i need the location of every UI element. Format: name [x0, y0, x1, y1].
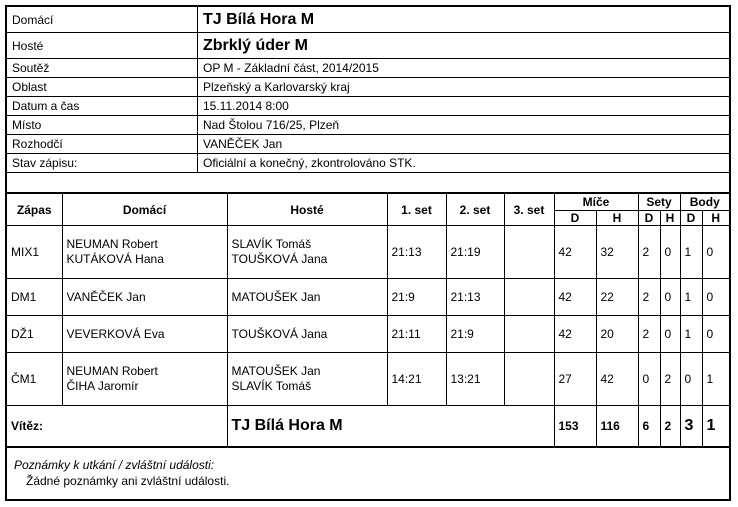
sets-away: 0 — [660, 226, 680, 279]
match-row — [7, 279, 729, 316]
info-value: VANĚČEK Jan — [198, 135, 730, 154]
away-players — [227, 226, 387, 279]
set1-score: 14:21 — [387, 353, 446, 406]
points-away: 1 — [702, 353, 729, 406]
away-players — [227, 353, 387, 406]
info-value: Oficiální a konečný, zkontrolováno STK. — [198, 154, 730, 173]
sets-away: 0 — [660, 316, 680, 353]
set1-score: 21:13 — [387, 226, 446, 279]
total-balls-away: 116 — [596, 406, 638, 448]
col-header-set1: 1. set — [387, 193, 446, 226]
balls-away: 20 — [596, 316, 638, 353]
points-away: 0 — [702, 279, 729, 316]
home-players — [62, 353, 227, 406]
set2-score: 21:19 — [446, 226, 504, 279]
sets-home: 2 — [638, 316, 660, 353]
header-row — [7, 193, 729, 211]
player-name: KUTÁKOVÁ Hana — [66, 252, 164, 266]
info-row — [7, 97, 729, 116]
player-name: VEVERKOVÁ Eva — [66, 326, 165, 341]
info-label: Datum a čas — [7, 97, 198, 116]
match-type: MIX1 — [7, 226, 62, 279]
mice-d-header: D — [554, 211, 596, 226]
info-value: Plzeňský a Karlovarský kraj — [198, 78, 730, 97]
player-name: SLAVÍK Tomáš — [231, 379, 312, 393]
info-label: Soutěž — [7, 59, 198, 78]
player-name: TOUŠKOVÁ Jana — [231, 252, 328, 266]
info-value: 15.11.2014 8:00 — [198, 97, 730, 116]
winner-label: Vítěz: — [7, 406, 227, 448]
info-row — [7, 7, 729, 33]
match-report-sheet — [5, 5, 731, 501]
info-label: Domácí — [7, 7, 198, 33]
info-label: Oblast — [7, 78, 198, 97]
balls-away: 32 — [596, 226, 638, 279]
points-home: 0 — [680, 353, 702, 406]
sety-h-header: H — [660, 211, 680, 226]
match-info-table — [7, 7, 729, 173]
balls-away: 42 — [596, 353, 638, 406]
info-row — [7, 33, 729, 59]
total-sets-away: 2 — [660, 406, 680, 448]
match-row — [7, 226, 729, 279]
col-header-set3: 3. set — [504, 193, 554, 226]
notes-title: Poznámky k utkání / zvláštní události: — [14, 458, 215, 472]
col-header-mice: Míče — [554, 193, 638, 211]
total-points-home: 3 — [680, 406, 702, 448]
home-players — [62, 226, 227, 279]
set3-score — [504, 316, 554, 353]
total-sets-home: 6 — [638, 406, 660, 448]
winner-team: TJ Bílá Hora M — [227, 406, 554, 448]
points-away: 0 — [702, 316, 729, 353]
notes-text: Žádné poznámky ani zvláštní události. — [26, 474, 230, 488]
points-away: 0 — [702, 226, 729, 279]
player-name: VANĚČEK Jan — [66, 289, 146, 304]
match-type: DŽ1 — [7, 316, 62, 353]
info-label: Rozhodčí — [7, 135, 198, 154]
info-value: OP M - Základní část, 2014/2015 — [198, 59, 730, 78]
info-row — [7, 135, 729, 154]
balls-away: 22 — [596, 279, 638, 316]
points-home: 1 — [680, 279, 702, 316]
match-results-table — [7, 192, 729, 448]
info-label: Místo — [7, 116, 198, 135]
col-header-body: Body — [680, 193, 729, 211]
player-name: TOUŠKOVÁ Jana — [231, 326, 328, 341]
col-header-domaci: Domácí — [62, 193, 227, 226]
body-h-header: H — [702, 211, 729, 226]
set1-score: 21:9 — [387, 279, 446, 316]
player-name: MATOUŠEK Jan — [231, 289, 321, 304]
points-home: 1 — [680, 316, 702, 353]
winner-row — [7, 406, 729, 448]
sety-d-header: D — [638, 211, 660, 226]
player-name: ČIHA Jaromír — [66, 379, 139, 393]
sets-away: 0 — [660, 279, 680, 316]
home-players — [62, 279, 227, 316]
match-type: DM1 — [7, 279, 62, 316]
sets-home: 0 — [638, 353, 660, 406]
balls-home: 42 — [554, 226, 596, 279]
info-row — [7, 59, 729, 78]
info-row — [7, 154, 729, 173]
info-value: Nad Štolou 716/25, Plzeň — [198, 116, 730, 135]
balls-home: 27 — [554, 353, 596, 406]
info-label: Hosté — [7, 33, 198, 59]
col-header-zapas: Zápas — [7, 193, 62, 226]
info-row — [7, 78, 729, 97]
set2-score: 21:13 — [446, 279, 504, 316]
info-value: Zbrklý úder M — [198, 33, 730, 59]
set2-score: 21:9 — [446, 316, 504, 353]
col-header-sety: Sety — [638, 193, 680, 211]
match-row — [7, 316, 729, 353]
col-header-hoste: Hosté — [227, 193, 387, 226]
player-name: NEUMAN Robert — [66, 237, 158, 251]
points-home: 1 — [680, 226, 702, 279]
player-name: SLAVÍK Tomáš — [231, 237, 312, 251]
sets-away: 2 — [660, 353, 680, 406]
notes-section — [14, 458, 229, 488]
total-balls-home: 153 — [554, 406, 596, 448]
mice-h-header: H — [596, 211, 638, 226]
set3-score — [504, 226, 554, 279]
info-row — [7, 116, 729, 135]
home-players — [62, 316, 227, 353]
balls-home: 42 — [554, 316, 596, 353]
match-row — [7, 353, 729, 406]
info-value: TJ Bílá Hora M — [198, 7, 730, 33]
set2-score: 13:21 — [446, 353, 504, 406]
set3-score — [504, 279, 554, 316]
sets-home: 2 — [638, 279, 660, 316]
set3-score — [504, 353, 554, 406]
col-header-set2: 2. set — [446, 193, 504, 226]
body-d-header: D — [680, 211, 702, 226]
player-name: MATOUŠEK Jan — [231, 364, 321, 378]
info-label: Stav zápisu: — [7, 154, 198, 173]
player-name: NEUMAN Robert — [66, 364, 158, 378]
balls-home: 42 — [554, 279, 596, 316]
total-points-away: 1 — [702, 406, 729, 448]
away-players — [227, 279, 387, 316]
match-type: ČM1 — [7, 353, 62, 406]
away-players — [227, 316, 387, 353]
set1-score: 21:11 — [387, 316, 446, 353]
sets-home: 2 — [638, 226, 660, 279]
